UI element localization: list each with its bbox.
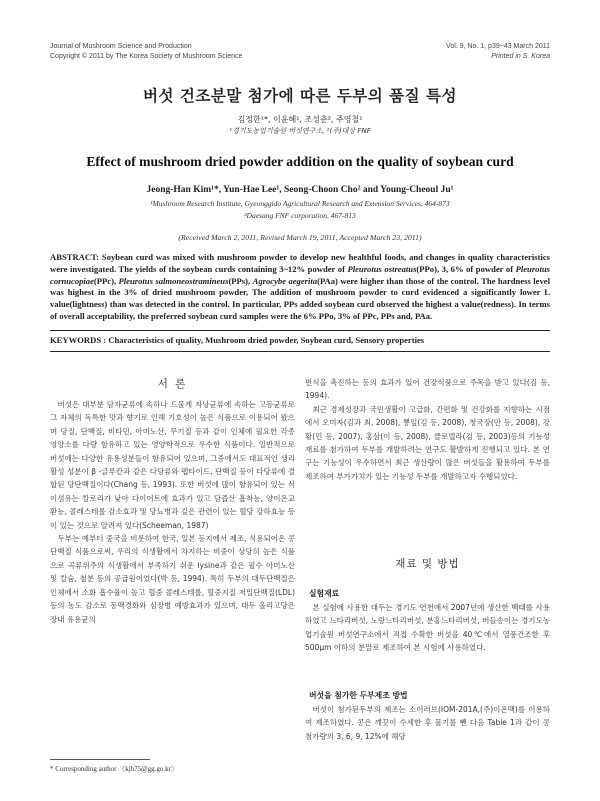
abstract-text: (PPo), 3, 6% of powder of (416, 263, 516, 274)
english-title: Effect of mushroom dried powder addition on the quality of soybean curd (86, 154, 514, 169)
divider (50, 330, 550, 331)
abstract-text: (PPs), (228, 275, 253, 286)
abstract (50, 252, 550, 323)
abstract-text: (PAa) were higher than those of the control. The hardness level was highest in the 3% of dried mushroom powder, The addition of mushroom powder to curd evidenced a significantly lower L value(lightness) than was detected in the control. In particular, PPs added soybean curd observed the highest a value(redness). In terms of overall acceptability, the preferred soybean curd samples were the 6% PPo, 3% of PPc, PPs and, PAa. (50, 275, 550, 321)
abstract-text: (PPc), (93, 275, 119, 286)
printed-line: Printed in S. Korea (491, 53, 550, 60)
korean-authors: 김정한¹*, 이윤혜¹, 조성춘², 주영철¹ (237, 115, 363, 124)
species-name: Pleurotus cornucopiae (50, 263, 550, 286)
english-affiliation-2: ²Daesang FNF corporation, 467-813 (244, 211, 356, 220)
korean-affiliation: ¹경기도농업기술원 버섯연구소, ²(주)대상 FNF (229, 127, 371, 135)
korean-title: 버섯 건조분말 첨가에 따른 두부의 품질 특성 (143, 87, 457, 105)
paragraph: 번식을 촉진하는 등의 효과가 있어 건강식품으로 주목을 받고 있다(김 등, 1994). (305, 378, 550, 401)
copyright-line: Copyright © 2011 by The Korea Society of Mushroom Science (50, 53, 243, 60)
paragraph: 버섯이 첨가된두부의 제조는 소이러브(IOM-201A,(주)이온맥)를 이용하여 제조하였다. 콩은 깨끗이 수세한 후 물기를 뺀 다음 Table 1과 같이 콩 첨가량의 3, 6, 9, 12%에 해당 (305, 705, 550, 741)
volume-line: Vol. 9, No. 1, p39~43 March 2011 (446, 43, 550, 50)
paragraph: 본 실험에 사용한 대두는 경기도 연천에서 2007년에 생산한 백태를 사용하였고 느타리버섯, 노랑느타리버섯, 분홍느타리버섯, 버들송이는 경기도농업기술원 버섯연구소에서 직접 수확한 버섯을 40℃에서 열풍건조한 후 500μm 이하의 분말로 제조하여 본 시험에 사용하였다. (305, 603, 550, 653)
english-authors: Jeong-Han Kim¹*, Yun-Hae Lee¹, Seong-Choon Cho² and Young-Cheoul Ju¹ (146, 185, 454, 195)
abstract-label: ABSTRACT: (50, 252, 100, 262)
species-name: Agrocybe aegerita (252, 275, 318, 286)
english-affiliation-1: ¹Mushroom Research Institute, Gyeonggido Agricultural Research and Extension Services, 464-873 (150, 199, 450, 208)
subheading-materials: 실험재료 (309, 589, 340, 598)
right-column-top (305, 376, 550, 483)
left-column (50, 398, 295, 626)
paragraph: 버섯은 대부분 담자균류에 속하나 드물게 자낭균류에 속하는 고등균류로 그 자체의 독특한 맛과 향기로 인해 기호성이 높은 식품으로 이용되어 왔으며 당질, 단백질, 비타민, 아미노산, 무기질 등과 같이 인체에 필요한 각종 영양소를 다량 함유하고 있는 영양학적으로 우수한 식품이다. 일반적으로 버섯에는 다양한 유용성분들이 함유되어 있으며, 그중에서도 대표적인 생리활성 성분이 β -글루칸과 같은 다당류와 펩타이드, 단백질 등이 다당류에 결합된 당단백질이다(Chang 등, 1993). 또한 버섯에 많이 함유되어 있는 식이섬유는 칼로리가 낮아 다이어트에 효과가 있고 담즙산 흡착능, 양이온교환능, 콜레스테롤 감소효과 및 당뇨병과 깊은 관련이 있는 혈당 강하효능 등이 있는 것으로 알려져 있다(Scheeman, 1987) (50, 400, 295, 530)
paragraph: 최근 경제성장과 국민생활이 고급화, 간편화 및 건강화를 지향하는 시점에서 오미자(김과 최, 2008), 뽕잎(김 등, 2008), 청국장(안 등, 2008), 강황(민 등, 2007), 홍삼(이 등, 2008), 클로렐라(김 등, 2003)등의 기능성 재료를 첨가하여 두부를 개발하려는 연구도 활발하게 진행되고 있다. 본 연구는 기능성이 우수하면서 최근 생산량이 많은 버섯들을 활용하여 두부를 제조하여 부가가치가 있는 기능성 두부를 개발하고자 수행되었다. (305, 404, 550, 481)
abstract-text: Soybean curd was mixed with mushroom powder to develop new healthful foods, and changes in quality characteristics were investigated. The yields of the soybean curds containing 3~12% powder of (50, 252, 550, 274)
footnote: * Corresponding author 〈kjh75@gg.go.kr〉 (50, 765, 178, 773)
paragraph: 두부는 예부터 중국을 비롯하여 한국, 일본 등지에서 제조, 식용되어온 콩 단백질 식품으로써, 우리의 식생활에서 차지하는 비중이 상당히 높은 식품으로 곡류위주의 식생활에서 부족하기 쉬운 lysine과 같은 필수 아미노산 및 칼슘, 철분 등의 공급원이었다(박 등, 1994). 특히 두부의 대두단백질은 인체에서 소화 흡수율이 높고 혈중 콜레스테롤, 혈중지질 저밀단백질(LDL) 등의 농도 감소로 동맥경화와 심장병 예방효과가 있으며, 대두 올리고당은 장내 유용균의 (50, 534, 295, 624)
species-name: Pleurotus ostreatus (347, 263, 417, 274)
subheading-method: 버섯을 첨가한 두부제조 방법 (309, 691, 408, 700)
divider (50, 351, 550, 352)
footnote-divider (50, 759, 150, 760)
issue-header (446, 42, 550, 62)
method-text (305, 703, 550, 743)
section-heading-introduction: 서 론 (157, 378, 188, 390)
journal-name: Journal of Mushroom Science and Production (50, 43, 192, 50)
received-dates: (Received March 2, 2011, Revised March 19, 2011, Accepted March 23, 2011) (178, 233, 422, 242)
materials-text (305, 601, 550, 655)
section-heading-methods: 재료 및 방법 (395, 558, 460, 570)
keywords: KEYWORDS : Characteristics of quality, Mushroom dried powder, Soybean curd, Sensory properties (50, 335, 425, 345)
species-name: Pleurotus salmoneostramineus (118, 275, 229, 286)
journal-header (50, 42, 242, 62)
